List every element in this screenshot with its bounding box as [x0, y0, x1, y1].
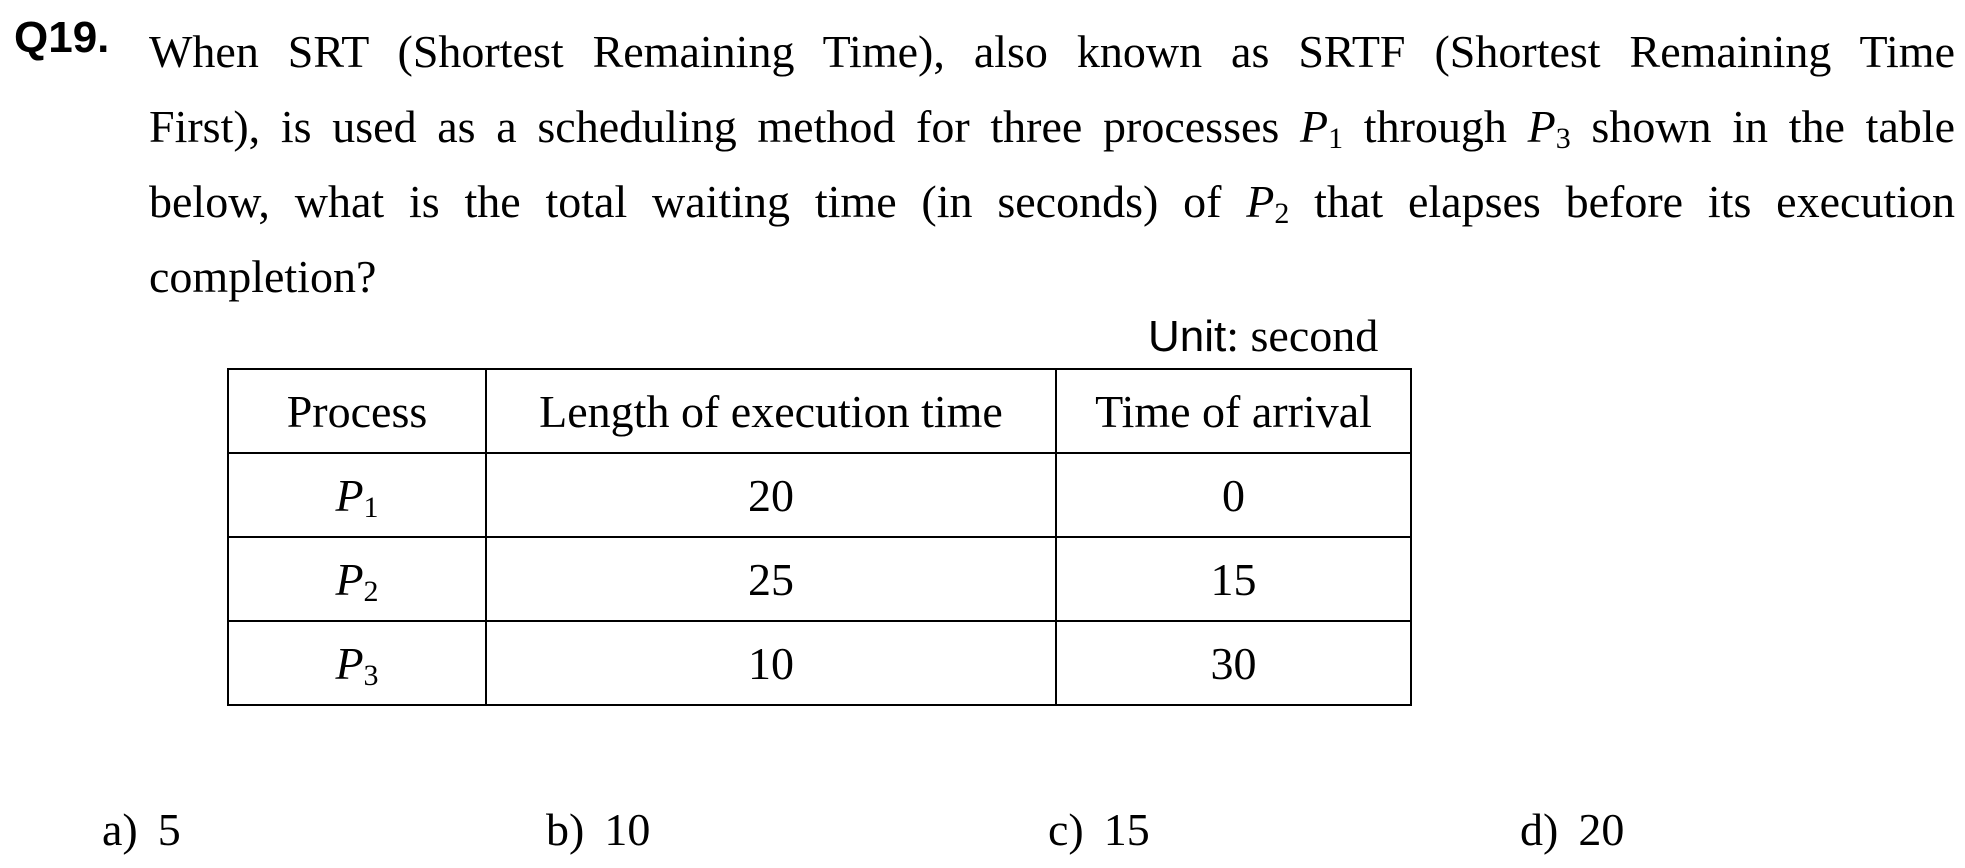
option-b[interactable]: b) 10: [546, 804, 651, 855]
question-line-3: [149, 164, 1955, 239]
header-execution-time: Length of execution time: [486, 369, 1056, 453]
question-text: [149, 14, 1955, 314]
table-row: [228, 453, 1411, 537]
option-c[interactable]: c) 15: [1048, 804, 1150, 855]
question-number: Q19.: [14, 13, 110, 62]
cell-execution-time: 25: [486, 537, 1056, 621]
cell-execution-time: 20: [486, 453, 1056, 537]
cell-arrival-time: 30: [1056, 621, 1411, 705]
cell-arrival-time: 0: [1056, 453, 1411, 537]
unit-value: : second: [1226, 310, 1379, 361]
process-table: [227, 368, 1412, 706]
question-line-1: When SRT (Shortest Remaining Time), also known as SRTF (Shortest Remaining Time: [149, 26, 1955, 77]
table-row: [228, 537, 1411, 621]
question-line-2: [149, 89, 1955, 164]
question-line-2b: through: [1343, 101, 1528, 152]
question-line-3b: that elapses before its execution: [1289, 176, 1955, 227]
header-arrival-time: Time of arrival: [1056, 369, 1411, 453]
unit-label: Unit: [1148, 312, 1227, 361]
process-p1-ref: $P_1$: [1300, 101, 1344, 155]
cell-execution-time: 10: [486, 621, 1056, 705]
question-line-2a: First), is used as a scheduling method for three processes: [149, 101, 1300, 152]
table-row: [228, 621, 1411, 705]
cell-process: $P_2$: [228, 537, 486, 621]
process-p3-ref: $P_3$: [1527, 101, 1571, 155]
option-a[interactable]: a) 5: [102, 804, 181, 855]
cell-process: $P_1$: [228, 453, 486, 537]
question-line-2c: shown in the table: [1570, 101, 1955, 152]
question-line-4: completion?: [149, 251, 377, 302]
header-process: Process: [228, 369, 486, 453]
option-d[interactable]: d) 20: [1520, 804, 1625, 855]
question-line-3a: below, what is the total waiting time (in seconds) of: [149, 176, 1247, 227]
cell-arrival-time: 15: [1056, 537, 1411, 621]
process-p2-ref: $P_2$: [1246, 176, 1290, 230]
cell-process: $P_3$: [228, 621, 486, 705]
table-header-row: [228, 369, 1411, 453]
unit-caption: [1148, 310, 1378, 363]
